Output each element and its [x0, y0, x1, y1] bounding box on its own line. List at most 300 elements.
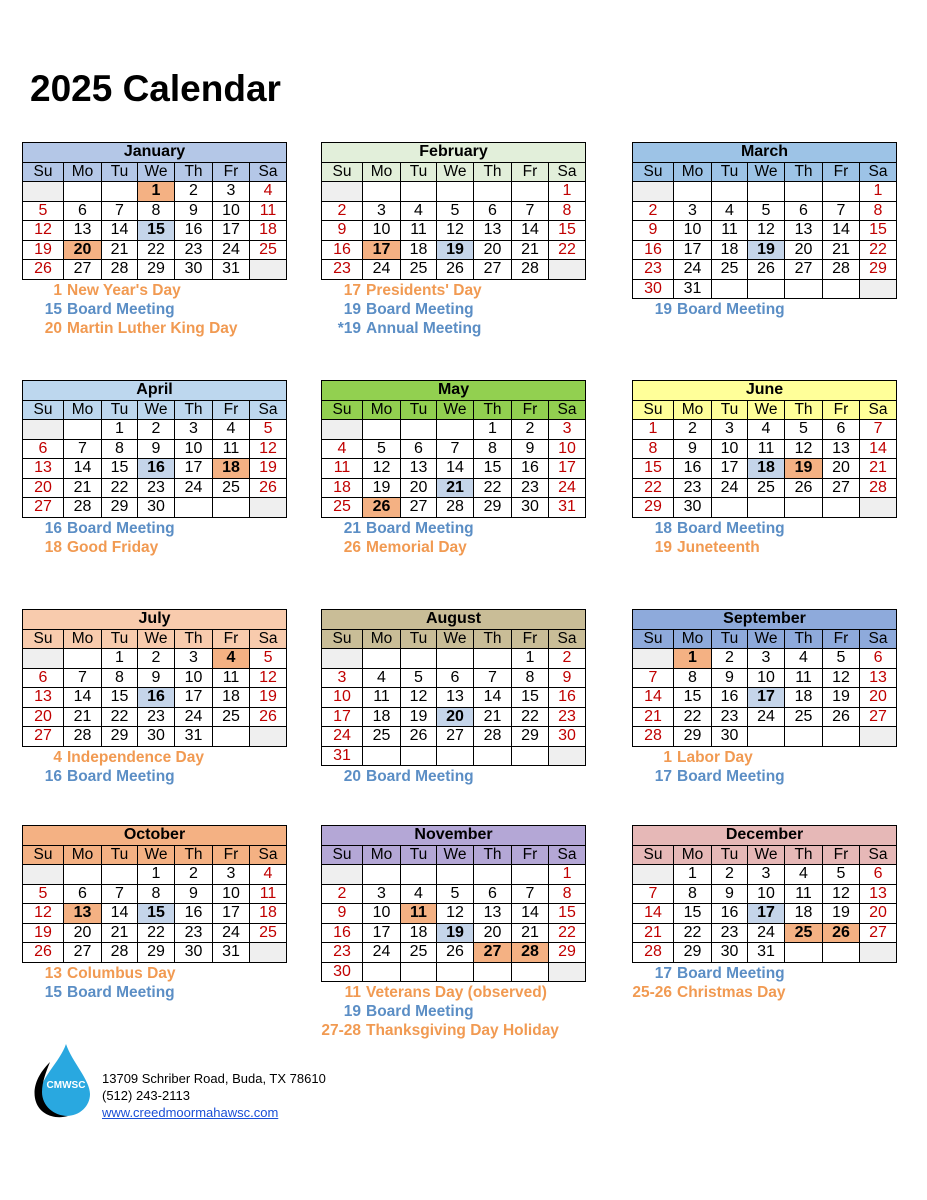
- day-cell: 3: [363, 201, 401, 221]
- event-label: Board Meeting: [67, 983, 175, 1001]
- day-header: Mo: [64, 629, 102, 649]
- day-cell: 25: [785, 707, 823, 727]
- event-date: 19: [343, 1003, 361, 1020]
- day-header: Su: [322, 400, 363, 420]
- event-date: 15: [44, 983, 62, 1001]
- website-link[interactable]: www.creedmoormahawsc.com: [102, 1105, 279, 1120]
- day-cell: 1: [138, 182, 175, 202]
- day-cell: 19: [363, 478, 401, 498]
- event-label: Board Meeting: [677, 519, 785, 537]
- day-cell: 18: [785, 904, 823, 924]
- day-header: Sa: [860, 845, 897, 865]
- month-notes: [321, 767, 585, 786]
- day-cell: 18: [748, 459, 785, 479]
- day-cell: 2: [138, 420, 175, 440]
- day-cell: 11: [250, 201, 287, 221]
- month-january: [22, 142, 286, 338]
- day-cell: 12: [401, 688, 437, 708]
- day-cell: 22: [102, 707, 138, 727]
- day-cell: 8: [674, 668, 712, 688]
- empty-day-cell: [785, 943, 823, 963]
- event-date: 15: [44, 300, 62, 318]
- event-date: 13: [44, 964, 62, 982]
- day-cell: 30: [549, 727, 586, 747]
- event-date: 16: [44, 767, 62, 785]
- day-cell: 18: [322, 478, 363, 498]
- day-cell: 20: [23, 478, 64, 498]
- day-cell: 3: [748, 865, 785, 885]
- day-cell: 16: [633, 240, 674, 260]
- empty-day-cell: [250, 260, 287, 280]
- day-header: Tu: [102, 400, 138, 420]
- month-title: July: [23, 610, 287, 630]
- day-cell: 29: [674, 943, 712, 963]
- event-date: 11: [344, 984, 361, 1001]
- day-cell: 23: [674, 478, 712, 498]
- day-cell: 17: [674, 240, 712, 260]
- day-cell: 14: [64, 688, 102, 708]
- day-cell: 26: [437, 260, 474, 280]
- day-cell: 15: [138, 221, 175, 241]
- day-cell: 28: [64, 727, 102, 747]
- empty-day-cell: [437, 865, 474, 885]
- day-cell: 2: [712, 865, 748, 885]
- day-cell: 6: [785, 201, 823, 221]
- day-cell: 23: [175, 240, 213, 260]
- event-date: 21: [343, 519, 361, 537]
- day-cell: 6: [401, 439, 437, 459]
- day-cell: 31: [213, 943, 250, 963]
- day-cell: 12: [748, 221, 785, 241]
- day-cell: 13: [860, 884, 897, 904]
- day-cell: 27: [437, 727, 474, 747]
- day-header: Fr: [512, 629, 549, 649]
- empty-day-cell: [712, 498, 748, 518]
- day-cell: 18: [712, 240, 748, 260]
- day-cell: 28: [512, 943, 549, 963]
- month-notes: [632, 748, 896, 786]
- day-cell: 7: [860, 420, 897, 440]
- day-cell: 24: [748, 707, 785, 727]
- day-cell: 20: [64, 240, 102, 260]
- day-cell: 21: [102, 240, 138, 260]
- day-cell: 23: [512, 478, 549, 498]
- event-note: [22, 983, 286, 1002]
- empty-day-cell: [401, 420, 437, 440]
- day-cell: 5: [823, 649, 860, 669]
- day-cell: 13: [785, 221, 823, 241]
- phone-text: (512) 243-2113: [102, 1088, 190, 1103]
- day-cell: 13: [823, 439, 860, 459]
- empty-day-cell: [860, 498, 897, 518]
- day-cell: 12: [823, 884, 860, 904]
- month-february: [321, 142, 585, 338]
- empty-day-cell: [712, 279, 748, 299]
- empty-day-cell: [748, 279, 785, 299]
- day-header: We: [437, 400, 474, 420]
- event-date: 19: [343, 300, 361, 318]
- day-cell: 28: [823, 260, 860, 280]
- day-cell: 25: [250, 240, 287, 260]
- day-cell: 1: [474, 420, 512, 440]
- day-cell: 11: [712, 221, 748, 241]
- day-cell: 24: [363, 260, 401, 280]
- day-header: Mo: [674, 400, 712, 420]
- day-header: Mo: [363, 629, 401, 649]
- empty-day-cell: [250, 727, 287, 747]
- day-cell: 16: [138, 688, 175, 708]
- month-july: [22, 609, 286, 786]
- day-cell: 9: [674, 439, 712, 459]
- day-cell: 22: [674, 923, 712, 943]
- day-header: Tu: [401, 629, 437, 649]
- day-cell: 10: [363, 221, 401, 241]
- day-cell: 28: [633, 727, 674, 747]
- day-cell: 3: [175, 649, 213, 669]
- day-header: We: [437, 845, 474, 865]
- event-note: [22, 319, 286, 338]
- day-cell: 28: [102, 260, 138, 280]
- event-date: 16: [44, 519, 62, 537]
- day-header: We: [138, 162, 175, 182]
- day-cell: 23: [549, 707, 586, 727]
- month-table: [22, 609, 287, 747]
- empty-day-cell: [549, 962, 586, 982]
- day-cell: 17: [213, 904, 250, 924]
- day-header: Th: [474, 400, 512, 420]
- event-note: [321, 983, 585, 1002]
- event-label: Juneteenth: [677, 538, 760, 556]
- day-cell: 28: [633, 943, 674, 963]
- day-cell: 15: [860, 221, 897, 241]
- day-cell: 20: [860, 688, 897, 708]
- empty-day-cell: [23, 420, 64, 440]
- day-cell: 28: [860, 478, 897, 498]
- day-cell: 15: [549, 904, 586, 924]
- day-cell: 29: [549, 943, 586, 963]
- day-cell: 6: [860, 649, 897, 669]
- day-cell: 19: [437, 240, 474, 260]
- day-cell: 15: [138, 904, 175, 924]
- month-may: [321, 380, 585, 557]
- day-header: Su: [633, 400, 674, 420]
- event-note: [22, 538, 286, 557]
- day-cell: 20: [401, 478, 437, 498]
- day-cell: 11: [250, 884, 287, 904]
- day-cell: 30: [633, 279, 674, 299]
- day-cell: 12: [437, 904, 474, 924]
- day-cell: 8: [138, 201, 175, 221]
- day-cell: 16: [512, 459, 549, 479]
- day-header: Mo: [674, 845, 712, 865]
- day-cell: 11: [785, 668, 823, 688]
- day-cell: 30: [175, 260, 213, 280]
- empty-day-cell: [23, 182, 64, 202]
- empty-day-cell: [175, 498, 213, 518]
- event-label: Board Meeting: [677, 767, 785, 785]
- day-cell: 27: [474, 260, 512, 280]
- day-cell: 9: [712, 884, 748, 904]
- day-cell: 29: [102, 727, 138, 747]
- day-cell: 12: [785, 439, 823, 459]
- day-header: Sa: [250, 162, 287, 182]
- day-cell: 10: [674, 221, 712, 241]
- empty-day-cell: [748, 182, 785, 202]
- event-label: Veterans Day (observed): [366, 984, 547, 1001]
- day-header: Su: [633, 629, 674, 649]
- day-cell: 24: [213, 240, 250, 260]
- day-header: Sa: [250, 400, 287, 420]
- day-cell: 22: [549, 240, 586, 260]
- day-cell: 26: [401, 727, 437, 747]
- day-cell: 8: [102, 439, 138, 459]
- day-header: Tu: [712, 845, 748, 865]
- day-header: We: [437, 629, 474, 649]
- day-header: Sa: [549, 629, 586, 649]
- day-cell: 21: [64, 478, 102, 498]
- empty-day-cell: [474, 182, 512, 202]
- day-header: Su: [633, 845, 674, 865]
- day-cell: 27: [785, 260, 823, 280]
- event-label: Good Friday: [67, 538, 159, 556]
- day-header: Mo: [363, 162, 401, 182]
- event-label: Presidents' Day: [366, 281, 482, 299]
- day-cell: 26: [437, 943, 474, 963]
- day-cell: 10: [748, 668, 785, 688]
- day-cell: 26: [823, 923, 860, 943]
- day-cell: 27: [23, 727, 64, 747]
- day-header: Fr: [213, 400, 250, 420]
- day-cell: 3: [674, 201, 712, 221]
- day-cell: 1: [674, 649, 712, 669]
- day-cell: 19: [785, 459, 823, 479]
- day-cell: 22: [549, 923, 586, 943]
- day-cell: 25: [748, 478, 785, 498]
- day-cell: 27: [23, 498, 64, 518]
- day-cell: 21: [512, 923, 549, 943]
- day-cell: 23: [138, 707, 175, 727]
- empty-day-cell: [785, 182, 823, 202]
- event-note: [321, 538, 585, 557]
- day-cell: 15: [512, 688, 549, 708]
- day-cell: 5: [823, 865, 860, 885]
- event-date: 17: [654, 767, 672, 785]
- day-cell: 10: [213, 201, 250, 221]
- day-cell: 7: [823, 201, 860, 221]
- day-cell: 2: [633, 201, 674, 221]
- empty-day-cell: [363, 649, 401, 669]
- day-cell: 5: [363, 439, 401, 459]
- day-header: Tu: [401, 400, 437, 420]
- day-cell: 14: [633, 904, 674, 924]
- empty-day-cell: [250, 498, 287, 518]
- day-header: Mo: [64, 162, 102, 182]
- event-note: [632, 983, 896, 1002]
- day-cell: 4: [363, 668, 401, 688]
- day-cell: 17: [748, 688, 785, 708]
- day-cell: 10: [175, 668, 213, 688]
- day-cell: 7: [102, 201, 138, 221]
- day-cell: 1: [102, 649, 138, 669]
- day-cell: 7: [102, 884, 138, 904]
- day-cell: 5: [401, 668, 437, 688]
- day-cell: 4: [401, 884, 437, 904]
- empty-day-cell: [512, 746, 549, 766]
- day-cell: 30: [175, 943, 213, 963]
- day-cell: 27: [64, 943, 102, 963]
- month-title: September: [633, 610, 897, 630]
- day-cell: 6: [23, 668, 64, 688]
- day-header: Th: [175, 845, 213, 865]
- empty-day-cell: [401, 962, 437, 982]
- empty-day-cell: [363, 865, 401, 885]
- day-cell: 12: [23, 904, 64, 924]
- event-date: 20: [44, 319, 62, 337]
- day-cell: 7: [512, 201, 549, 221]
- day-cell: 5: [23, 884, 64, 904]
- day-cell: 3: [748, 649, 785, 669]
- day-cell: 5: [785, 420, 823, 440]
- empty-day-cell: [64, 182, 102, 202]
- event-date: 17: [654, 964, 672, 982]
- empty-day-cell: [860, 943, 897, 963]
- event-label: Board Meeting: [677, 301, 785, 318]
- event-label: Thanksgiving Day Holiday: [366, 1022, 559, 1039]
- day-cell: 2: [322, 884, 363, 904]
- day-header: Fr: [213, 162, 250, 182]
- day-cell: 2: [322, 201, 363, 221]
- month-table: [632, 825, 897, 963]
- day-cell: 9: [138, 668, 175, 688]
- event-date: 18: [654, 519, 672, 537]
- day-header: Mo: [674, 162, 712, 182]
- day-cell: 19: [401, 707, 437, 727]
- day-cell: 13: [401, 459, 437, 479]
- day-cell: 25: [322, 498, 363, 518]
- day-header: Tu: [102, 629, 138, 649]
- empty-day-cell: [785, 498, 823, 518]
- day-header: We: [748, 845, 785, 865]
- day-cell: 13: [437, 688, 474, 708]
- event-date: 20: [343, 768, 361, 785]
- day-cell: 3: [322, 668, 363, 688]
- day-cell: 2: [674, 420, 712, 440]
- event-label: Labor Day: [677, 748, 753, 766]
- day-cell: 1: [512, 649, 549, 669]
- day-cell: 8: [549, 884, 586, 904]
- day-cell: 13: [23, 688, 64, 708]
- event-label: Columbus Day: [67, 964, 176, 982]
- day-cell: 8: [633, 439, 674, 459]
- day-cell: 26: [250, 707, 287, 727]
- empty-day-cell: [363, 420, 401, 440]
- empty-day-cell: [363, 746, 401, 766]
- day-cell: 7: [64, 668, 102, 688]
- event-label: Board Meeting: [677, 964, 785, 982]
- day-cell: 23: [322, 943, 363, 963]
- event-label: Annual Meeting: [366, 319, 482, 337]
- empty-day-cell: [633, 182, 674, 202]
- day-cell: 16: [138, 459, 175, 479]
- day-cell: 4: [322, 439, 363, 459]
- month-notes: [321, 983, 585, 1040]
- day-cell: 31: [175, 727, 213, 747]
- event-note: [632, 519, 896, 538]
- empty-day-cell: [633, 865, 674, 885]
- day-cell: 17: [175, 688, 213, 708]
- empty-day-cell: [322, 182, 363, 202]
- day-cell: 3: [213, 865, 250, 885]
- day-cell: 15: [102, 459, 138, 479]
- day-cell: 13: [23, 459, 64, 479]
- month-title: May: [322, 381, 586, 401]
- day-header: Fr: [512, 400, 549, 420]
- empty-day-cell: [363, 182, 401, 202]
- day-cell: 21: [633, 707, 674, 727]
- day-cell: 17: [712, 459, 748, 479]
- day-cell: 29: [860, 260, 897, 280]
- event-date: 27-28: [321, 1022, 361, 1039]
- day-cell: 31: [213, 260, 250, 280]
- event-note: [321, 300, 585, 319]
- event-note: [321, 519, 585, 538]
- day-cell: 17: [175, 459, 213, 479]
- event-date: 26: [343, 538, 361, 556]
- empty-day-cell: [785, 727, 823, 747]
- day-cell: 22: [138, 923, 175, 943]
- month-september: [632, 609, 896, 786]
- event-label: Board Meeting: [67, 300, 175, 318]
- day-cell: 29: [138, 260, 175, 280]
- day-cell: 31: [748, 943, 785, 963]
- day-cell: 17: [549, 459, 586, 479]
- address-text: 13709 Schriber Road, Buda, TX 78610: [102, 1071, 326, 1086]
- empty-day-cell: [401, 746, 437, 766]
- day-cell: 14: [474, 688, 512, 708]
- day-cell: 6: [64, 201, 102, 221]
- day-header: Su: [23, 629, 64, 649]
- day-cell: 22: [674, 707, 712, 727]
- day-header: We: [748, 629, 785, 649]
- day-cell: 9: [175, 884, 213, 904]
- event-date: *19: [337, 319, 361, 337]
- day-cell: 7: [512, 884, 549, 904]
- month-notes: [632, 519, 896, 557]
- month-table: [632, 609, 897, 747]
- day-cell: 10: [363, 904, 401, 924]
- month-title: June: [633, 381, 897, 401]
- month-november: [321, 825, 585, 1040]
- day-cell: 8: [138, 884, 175, 904]
- day-cell: 30: [322, 962, 363, 982]
- empty-day-cell: [823, 279, 860, 299]
- event-note: [321, 1021, 585, 1040]
- day-cell: 30: [512, 498, 549, 518]
- day-header: Su: [322, 845, 363, 865]
- day-cell: 1: [633, 420, 674, 440]
- day-cell: 2: [138, 649, 175, 669]
- event-label: Memorial Day: [366, 538, 467, 556]
- day-cell: 16: [175, 221, 213, 241]
- day-cell: 8: [674, 884, 712, 904]
- day-header: Th: [474, 629, 512, 649]
- day-cell: 6: [23, 439, 64, 459]
- day-cell: 16: [549, 688, 586, 708]
- day-cell: 11: [401, 221, 437, 241]
- day-cell: 4: [250, 865, 287, 885]
- event-note: [321, 319, 585, 338]
- empty-day-cell: [860, 727, 897, 747]
